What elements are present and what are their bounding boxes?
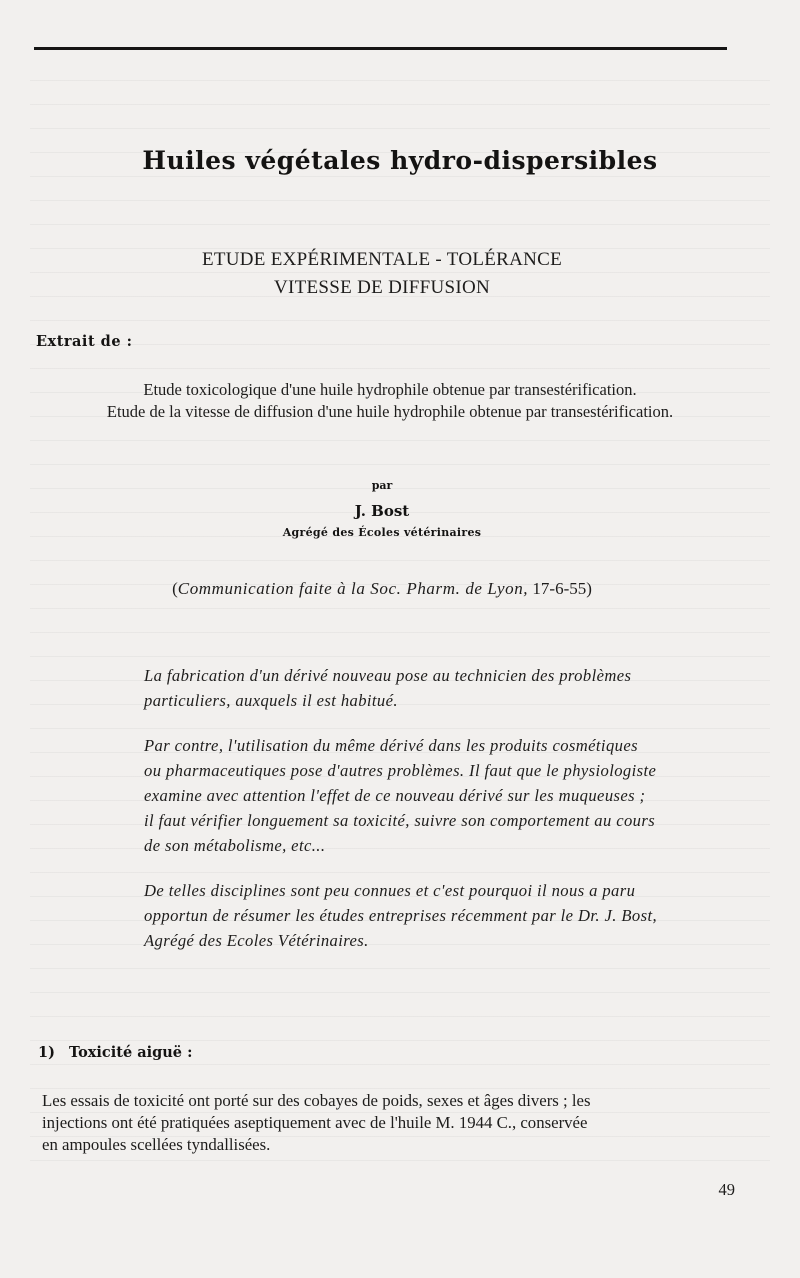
show-through-texture bbox=[30, 60, 770, 1180]
section-title: Toxicité aiguë : bbox=[68, 1044, 193, 1061]
communication-date: 17-6-55) bbox=[528, 579, 592, 598]
section-body bbox=[42, 1090, 738, 1156]
intro-line: examine avec attention l'effet de ce nouveau dérivé sur les muqueuses ; bbox=[144, 786, 646, 805]
page-number: 49 bbox=[718, 1180, 735, 1199]
intro-line: De telles disciplines sont peu connues et c'est pourquoi il nous a paru bbox=[144, 881, 636, 900]
intro-line: il faut vérifier longuement sa toxicité, suivre son comportement au cours bbox=[144, 811, 656, 830]
intro-paragraph-2 bbox=[144, 733, 734, 858]
body-line: injections ont été pratiquées aseptiquement avec de l'huile M. 1944 C., conservée bbox=[42, 1113, 588, 1132]
section-number: 1) bbox=[38, 1044, 55, 1061]
communication-open: ( bbox=[172, 579, 178, 598]
body-line: Les essais de toxicité ont porté sur des cobayes de poids, sexes et âges divers ; les bbox=[42, 1091, 591, 1110]
subtitle-line-1: ETUDE EXPÉRIMENTALE - TOLÉRANCE bbox=[201, 249, 563, 270]
top-rule bbox=[34, 47, 727, 50]
intro-paragraph-1 bbox=[144, 663, 734, 713]
intro-line: Agrégé des Ecoles Vétérinaires. bbox=[144, 931, 369, 950]
intro-line: La fabrication d'un dérivé nouveau pose au technicien des problèmes bbox=[144, 666, 632, 685]
article-title: Huiles végétales hydro-dispersibles bbox=[142, 146, 658, 175]
body-line: en ampoules scellées tyndallisées. bbox=[42, 1135, 271, 1154]
intro-paragraph-3 bbox=[144, 878, 734, 953]
byline-par: par bbox=[371, 479, 393, 492]
extrait-label: Extrait de : bbox=[36, 333, 133, 350]
intro-line: Par contre, l'utilisation du même dérivé dans les produits cosmétiques bbox=[144, 736, 638, 755]
author-name: J. Bost bbox=[354, 502, 410, 520]
intro-line: ou pharmaceutiques pose d'autres problèmes. Il faut que le physiologiste bbox=[144, 761, 657, 780]
intro-line: opportun de résumer les études entreprises récemment par le Dr. J. Bost, bbox=[144, 906, 658, 925]
extrait-line: Etude de la vitesse de diffusion d'une huile hydrophile obtenue par transestérification. bbox=[106, 402, 674, 421]
section-heading bbox=[38, 1044, 192, 1061]
author-affiliation: Agrégé des Écoles vétérinaires bbox=[282, 526, 482, 539]
communication-italic: Communication faite à la Soc. Pharm. de Lyon, bbox=[177, 579, 529, 598]
subtitle-line-2: VITESSE DE DIFFUSION bbox=[273, 277, 491, 298]
intro-line: particuliers, auxquels il est habitué. bbox=[144, 691, 398, 710]
communication-note bbox=[0, 579, 764, 599]
intro-line: de son métabolisme, etc... bbox=[144, 836, 326, 855]
extrait-line: Etude toxicologique d'une huile hydrophile obtenue par transestérification. bbox=[143, 380, 637, 399]
